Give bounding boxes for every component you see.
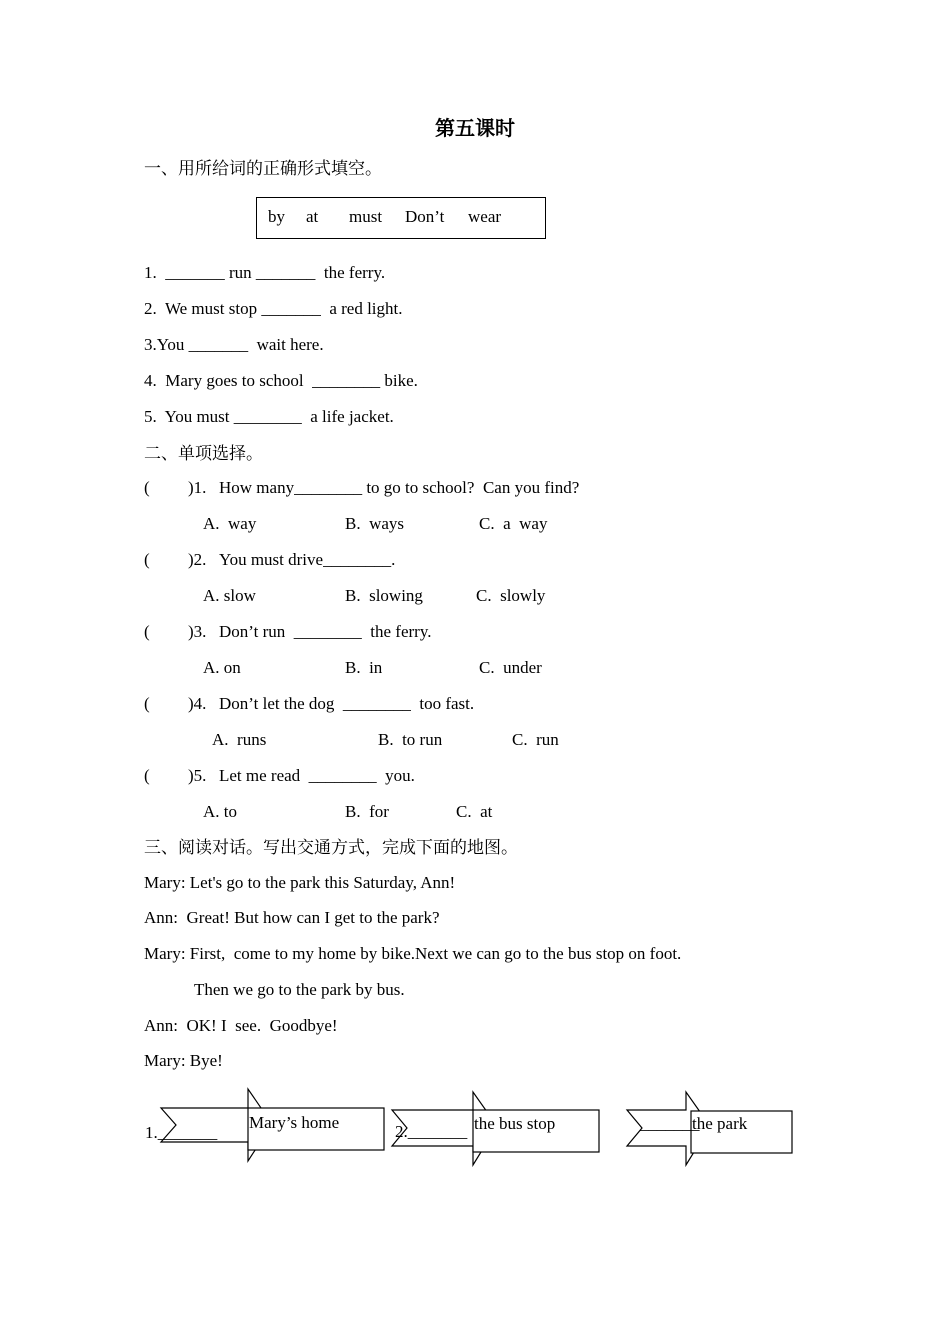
question-number: )4. xyxy=(188,694,207,713)
transport-blank-2: 2._______ xyxy=(395,1122,468,1141)
question-number: )3. xyxy=(188,622,207,641)
answer-paren-open: ( xyxy=(144,550,150,569)
word-bank-item: Don’t xyxy=(405,207,445,226)
transport-blank-1: 1._______ xyxy=(145,1123,218,1142)
option-c: C. a way xyxy=(479,514,548,533)
question-number: )5. xyxy=(188,766,207,785)
option-b: B. slowing xyxy=(345,586,423,605)
word-bank-item: by xyxy=(268,207,285,226)
answer-paren-open: ( xyxy=(144,694,150,713)
word-bank-item: at xyxy=(306,207,319,226)
option-a: A. runs xyxy=(212,730,267,749)
page-title: 第五课时 xyxy=(435,118,515,140)
dialogue-line: Then we go to the park by bus. xyxy=(194,980,405,999)
dialogue-line: Ann: Great! But how can I get to the park? xyxy=(144,908,440,927)
option-c: C. run xyxy=(512,730,559,749)
answer-paren-open: ( xyxy=(144,766,150,785)
word-bank-box xyxy=(256,197,546,239)
option-a: A. to xyxy=(203,802,237,821)
word-bank-item: must xyxy=(349,207,383,226)
fill-item-5: 5. You must ________ a life jacket. xyxy=(144,407,394,426)
dialogue-line: Mary: Let's go to the park this Saturday, Ann! xyxy=(144,873,456,892)
section1-heading: 一、用所给词的正确形式填空。 xyxy=(144,159,382,178)
fill-item-1: 1. _______ run _______ the ferry. xyxy=(144,263,386,282)
question-number: )2. xyxy=(188,550,207,569)
section3-heading: 三、阅读对话。写出交通方式，完成下面的地图。 xyxy=(144,838,518,857)
option-c: C. under xyxy=(479,658,542,677)
answer-paren-open: ( xyxy=(144,622,150,641)
question-text: You must drive________. xyxy=(219,550,396,569)
place-label: Mary’s home xyxy=(249,1113,340,1132)
dialogue-line: Mary: Bye! xyxy=(144,1051,223,1070)
transport-blank-3: _______ xyxy=(640,1114,700,1133)
fill-item-3: 3.You _______ wait here. xyxy=(144,335,324,354)
option-c: C. slowly xyxy=(476,586,546,605)
fill-item-2: 2. We must stop _______ a red light. xyxy=(144,299,403,318)
word-bank-item: wear xyxy=(468,207,502,226)
option-b: B. in xyxy=(345,658,383,677)
option-a: A. slow xyxy=(203,586,256,605)
option-b: B. for xyxy=(345,802,389,821)
option-c: C. at xyxy=(456,802,493,821)
question-text: Don’t let the dog ________ too fast. xyxy=(219,694,475,713)
dialogue-line: Mary: First, come to my home by bike.Next we can go to the bus stop on foot. xyxy=(144,944,682,963)
question-number: )1. xyxy=(188,478,207,497)
place-label: the park xyxy=(692,1114,748,1133)
option-a: A. way xyxy=(203,514,257,533)
fill-item-4: 4. Mary goes to school ________ bike. xyxy=(144,371,418,390)
option-b: B. to run xyxy=(378,730,443,749)
option-b: B. ways xyxy=(345,514,405,533)
dialogue-line: Ann: OK! I see. Goodbye! xyxy=(144,1016,338,1035)
section2-heading: 二、单项选择。 xyxy=(144,444,263,463)
route-map xyxy=(0,1085,950,1175)
question-text: How many________ to go to school? Can you find? xyxy=(219,478,580,497)
option-a: A. on xyxy=(203,658,241,677)
answer-paren-open: ( xyxy=(144,478,150,497)
question-text: Let me read ________ you. xyxy=(219,766,415,785)
place-label: the bus stop xyxy=(474,1114,556,1133)
question-text: Don’t run ________ the ferry. xyxy=(219,622,432,641)
